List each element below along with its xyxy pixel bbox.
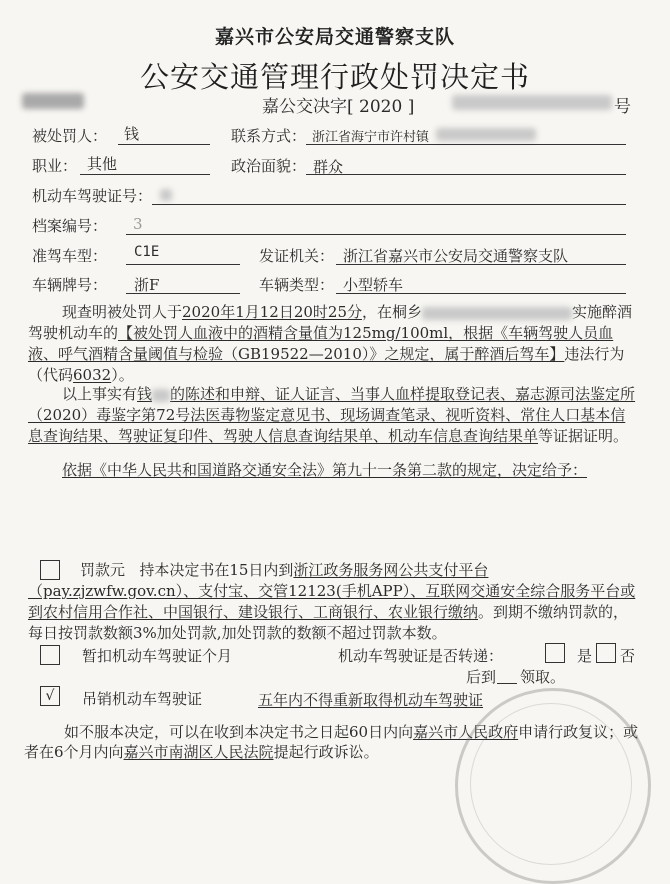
underline: [126, 264, 240, 265]
underline: [336, 264, 626, 265]
appeal-end: 提起行政诉讼。: [273, 743, 379, 761]
underline: [80, 174, 210, 175]
revoke-checkbox[interactable]: √: [40, 686, 60, 706]
issuer-value: 浙江省嘉兴市公安局交通警察支队: [343, 247, 569, 265]
transfer-no-checkbox[interactable]: [596, 643, 616, 663]
collect-label: 领取。: [520, 668, 566, 686]
vehicle-type-value: 小型轿车: [343, 276, 404, 294]
transfer-yes-label: 是: [577, 647, 593, 665]
fine-paragraph: [28, 560, 640, 644]
file-number-label: 档案编号：: [32, 217, 108, 235]
redacted-block: [422, 307, 572, 320]
document-number: [262, 92, 414, 117]
offender-value: 钱: [124, 125, 140, 143]
fine-label: 罚款元: [80, 561, 126, 579]
file-number-value: 3: [133, 215, 143, 233]
evidence-end: 等证据证明。: [538, 427, 629, 445]
court-name: 嘉兴市南湖区人民法院: [123, 743, 274, 761]
vehicle-class-value: C1E: [134, 244, 160, 260]
issuer-label: 发证机关：: [259, 247, 335, 265]
plate-label: 车辆牌号：: [32, 276, 108, 294]
evidence-items: 的陈述和申辩、证人证言、当事人血样提取登记表、嘉志源司法鉴定所（2020）毒鉴字第72号法医毒物鉴定意见书、现场调查笔录、视听资料、常住人口基本信息查询结果、驾驶证复印件、驾驶人信息查询结果单、机动车信息查询结果单: [28, 385, 636, 445]
fine-terms: 。到期不缴纳罚款的，每日按罚款数额3%加处罚款,加处罚款的数额不超过罚款本数。: [28, 603, 629, 642]
legal-basis-paragraph: 依据《中华人民共和国道路交通安全法》第九十一条第二款的规定，决定给予：: [62, 461, 588, 479]
fact-intro: 现查明被处罚人于: [62, 303, 183, 321]
redacted-block: [436, 128, 536, 141]
redacted-block: [452, 95, 612, 110]
underline: [126, 293, 240, 294]
bureau-name: 嘉兴市公安局交通警察支队: [214, 26, 455, 48]
vehicle-type-label: 车辆类型：: [259, 276, 335, 294]
occupation-label: 职业：: [32, 157, 78, 175]
suspend-checkbox[interactable]: [40, 645, 60, 665]
fact-end: ）。: [111, 366, 134, 384]
redacted-block: [152, 389, 170, 402]
revoke-note: 五年内不得重新取得机动车驾驶证: [258, 691, 484, 709]
revoke-label: 吊销机动车驾驶证: [82, 690, 203, 708]
fact-paragraph: [28, 302, 640, 386]
occupation-value: 其他: [87, 155, 118, 173]
underline: [306, 174, 626, 175]
later-label: 后到: [466, 668, 497, 686]
offender-label: 被处罚人：: [32, 127, 108, 145]
evidence-paragraph: [28, 384, 640, 447]
doc-number-prefix: 嘉公交决字: [262, 97, 347, 117]
transfer-no-label: 否: [620, 647, 636, 665]
doc-number-suffix: 号: [614, 97, 631, 117]
underline: [306, 144, 626, 145]
official-seal-ring: [470, 703, 632, 865]
evidence-intro: 以上事实有: [62, 385, 138, 403]
appeal-middle: 申请行政复议；或者在6个月内向: [24, 723, 639, 761]
contact-label: 联系方式：: [231, 127, 307, 145]
suspend-label: 暂扣机动车驾驶证个月: [82, 647, 233, 665]
underline: [118, 144, 210, 145]
appeal-intro: 如不服本决定，可以在收到本决定书之日起60日内向: [64, 723, 414, 741]
fact-code-label: 违法行为（代码: [28, 345, 625, 384]
contact-value: 浙江省海宁市许村镇: [312, 130, 430, 145]
payment-channels: 浙江政务服务网公共支付平台（pay.zjzwfw.gov.cn）、支付宝、交管12123(手机APP）、互联网交通安全综合服务平台或到农村信用合作社、中国银行、建设银行、工商银行、农业银行缴纳: [28, 561, 636, 621]
evidence-name: 钱: [137, 385, 153, 403]
vehicle-class-label: 准驾车型：: [32, 247, 108, 265]
underline: [336, 293, 626, 294]
license-number-label: 机动车驾驶证号：: [32, 187, 153, 205]
document-title: 公安交通管理行政处罚决定书: [139, 60, 530, 94]
doc-year: [ 2020 ]: [347, 97, 415, 117]
redacted-block: [22, 93, 84, 109]
fact-location: ，在桐乡: [362, 303, 423, 321]
fact-action: 实施醉酒驾驶机动车的: [28, 303, 633, 342]
redacted-block: [160, 189, 172, 201]
plate-value: 浙F: [134, 276, 160, 294]
underline: [126, 234, 626, 235]
political-value: 群众: [313, 158, 344, 176]
underline: [497, 683, 517, 684]
transfer-label: 机动车驾驶证是否转递：: [338, 647, 504, 665]
violation-datetime: 2020年1月12日20时25分: [182, 303, 362, 321]
fine-intro: 持本决定书在15日内到: [139, 561, 294, 579]
transfer-yes-checkbox[interactable]: [545, 643, 565, 663]
underline: [152, 204, 626, 205]
political-label: 政治面貌：: [231, 157, 307, 175]
violation-code: 6032: [73, 366, 112, 384]
violation-detail: 【被处罚人血液中的酒精含量值为125mg/100ml，根据《车辆驾驶人员血液、呼气酒精含量阈值与检验（GB19522—2010）》之规定，属于醉酒后驾车】: [28, 324, 614, 363]
review-authority: 嘉兴市人民政府: [413, 723, 519, 741]
